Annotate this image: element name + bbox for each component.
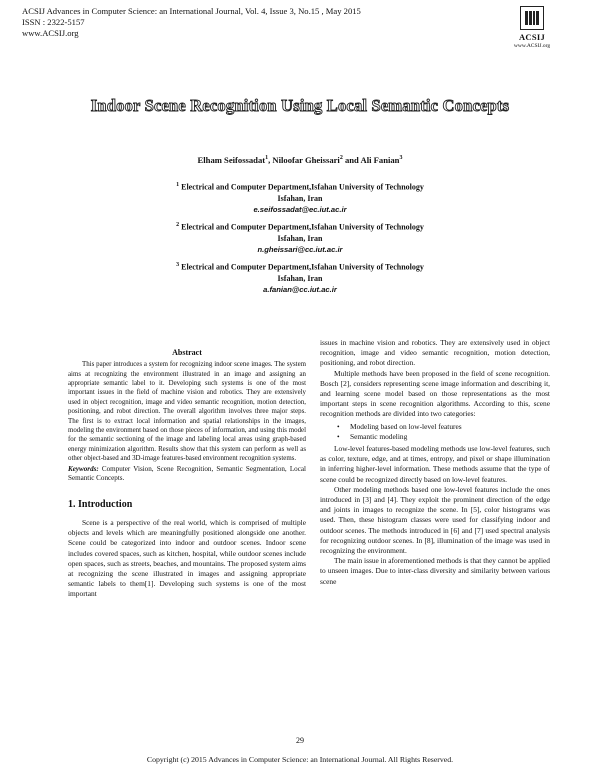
paragraph: Scene is a perspective of the real world, which is comprised of multiple objects and levels which are meaningfully positioned alongside one another. Scene could be categorized into indoor and outdoor scenes. Indoor scene includes covered spaces, such as kitchen, hospital, while outdoor scenes include open spaces, such as streets, beaches, and mountains. The proposed system aims at recognizing the scene illustrated in images and assigning appropriate semantic labels to them[1]. Developing such systems is one of the most important <box>68 518 306 599</box>
bullet-list <box>320 422 550 442</box>
author-list: Elham Seifossadat$^1$, Niloofar Gheissari$^2$ and Ali Fanian$^3$ <box>197 155 403 165</box>
list-item: • Modeling based on low-level features <box>337 421 462 431</box>
paragraph: issues in machine vision and robotics. They are extensively used in object recognition, image and video semantic recognition, motion detection, positioning, and robot direction. <box>320 338 550 368</box>
book-icon <box>520 6 544 30</box>
author-name: Ali Fanian <box>360 155 400 165</box>
journal-site: www.ACSIJ.org <box>22 28 79 38</box>
paragraph: The main issue in aforementioned methods is that they cannot be applied to unseen images. Due to inter-class diversity and similarity between various scene <box>320 556 550 586</box>
author-name: Elham Seifossadat <box>197 155 266 165</box>
journal-header <box>22 6 361 39</box>
section-heading: 1. Introduction <box>68 498 133 510</box>
affiliation-1: $^1$ Electrical and Computer Department,Isfahan University of Technology Isfahan, Iran e.seifossadat@ec.iut.ac.ir <box>0 180 600 215</box>
abstract-heading: Abstract <box>172 348 202 357</box>
journal-issn: ISSN : 2322-5157 <box>22 17 85 27</box>
paper-title: Indoor Scene Recognition Using Local Semantic Concepts <box>90 96 510 115</box>
abstract-text: This paper introduces a system for recognizing indoor scene images. The system aims at recognizing the environment illustrated in an image and assigning an appropriate semantic label to it. Developing such systems is one of the most important issues in the field of machine vision and robotics. They are extensively used in object recognition, image and video semantic recognition, motion detection, positioning, and robot direction. The overall algorithm involves three major steps. The first is to extract local information and spatial relationships in the images, modeling the environment based on those pieces of information, and using this model for the semantic sectioning of the image and labeling local areas using graph-based energy minimization algorithm. Results show that this system can perform as well as other object-based and 3D-image features-based environment recognition systems. <box>68 361 306 463</box>
left-column <box>68 348 306 600</box>
list-item: • Semantic modeling <box>337 431 408 441</box>
acsij-logo <box>510 6 554 49</box>
paragraph: Other modeling methods based one low-level features include the ones introduced in [3] and [4]. They exploit the prominent direction of the edge and joints in images to recognize the scene. In [5], color histograms was used. Then, these histogram classes were used for classifying indoor and outdoor scenes. The methods introduced in [6] and [7] used spectral analysis for recognizing outdoor scenes. In [8], illumination of the image was used in recognizing the environment. <box>320 484 550 556</box>
bullet-icon: • <box>337 421 340 431</box>
right-column <box>320 338 550 587</box>
bullet-icon: • <box>337 431 340 441</box>
copyright: Copyright (c) 2015 Advances in Computer Science: an International Journal. All Rights Reserved. <box>146 755 454 764</box>
email-link[interactable]: n.gheissari@cc.iut.ac.ir <box>257 244 343 254</box>
paragraph: Multiple methods have been proposed in the field of scene recognition. Bosch [2], considers representing scene image information and describing it, and learning scene model based on those representations as the most important steps in scene recognition algorithms. According to this, scene recognition methods are divided into two categories: <box>320 368 550 419</box>
email-link[interactable]: e.seifossadat@ec.iut.ac.ir <box>253 204 347 214</box>
page-number: 29 <box>296 736 304 745</box>
logo-url: www.ACSIJ.org <box>513 43 551 49</box>
journal-citation: ACSIJ Advances in Computer Science: an International Journal, Vol. 4, Issue 3, No.15 , May 2015 <box>22 6 361 16</box>
logo-name: ACSIJ <box>518 32 546 42</box>
keywords: Keywords: Computer Vision, Scene Recognition, Semantic Segmentation, Local Semantic Concepts. <box>68 464 306 483</box>
email-link[interactable]: a.fanian@cc.iut.ac.ir <box>263 284 337 294</box>
author-name: Niloofar Gheissari <box>272 155 340 165</box>
affiliation-2: $^2$ Electrical and Computer Department,Isfahan University of Technology Isfahan, Iran n.gheissari@cc.iut.ac.ir <box>0 220 600 255</box>
affiliation-3: $^3$ Electrical and Computer Department,Isfahan University of Technology Isfahan, Iran a.fanian@cc.iut.ac.ir <box>0 260 600 295</box>
paragraph: Low-level features-based modeling methods use low-level features, such as color, texture, edge, and at times, entropy, and pixel or shape illumination in inferring higher-level information. These methods assume that the type of scene could be recognized directly based on low-level features. <box>320 444 550 484</box>
